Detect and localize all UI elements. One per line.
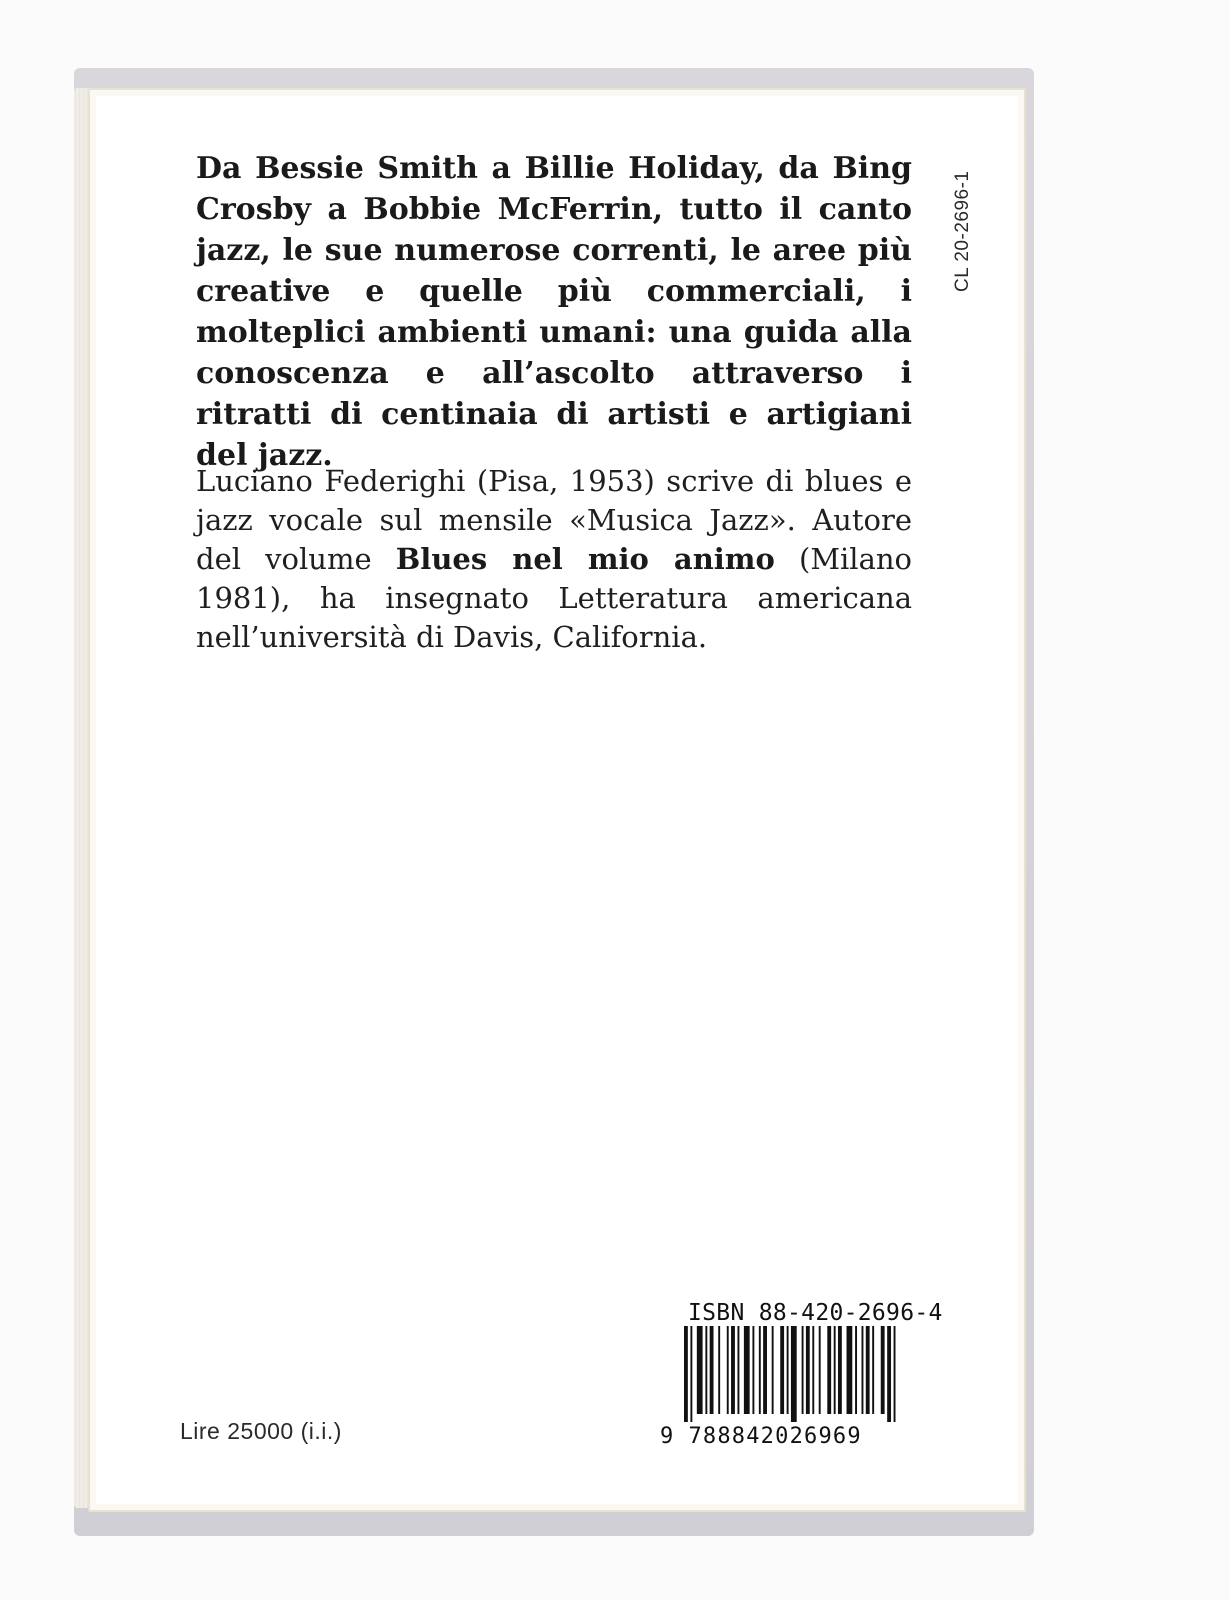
barcode-bar: [710, 1326, 714, 1414]
author-bio: [196, 462, 912, 657]
barcode-bar: [690, 1326, 692, 1422]
barcode-bar: [887, 1326, 891, 1422]
barcode-bar: [705, 1326, 707, 1414]
barcode-bar: [684, 1326, 688, 1422]
barcode-bar: [802, 1326, 804, 1414]
barcode-icon: [684, 1326, 900, 1422]
barcode-bar: [881, 1326, 885, 1414]
barcode-bar: [838, 1326, 842, 1414]
barcode-bar: [780, 1326, 784, 1414]
author-bio-part1: Luciano Federighi (Pisa, 1953) scrive di blues e jazz vocale sul mensile «Musica Jazz». Autore del volume: [196, 464, 912, 576]
barcode-bar: [737, 1326, 739, 1414]
barcode-bar: [697, 1326, 703, 1414]
barcode-bar: [752, 1326, 754, 1414]
ean-rest-digits: 788842026969: [688, 1424, 862, 1449]
barcode-bar: [744, 1326, 750, 1414]
ean-digits: [660, 1424, 862, 1449]
isbn-label: ISBN 88-420-2696-4: [688, 1300, 943, 1326]
barcode-bar: [806, 1326, 810, 1414]
barcode-bar: [759, 1326, 761, 1414]
barcode-bar: [727, 1326, 729, 1414]
catalog-code: CL 20-2696-1: [952, 170, 973, 292]
barcode-bar: [834, 1326, 836, 1414]
barcode-bar: [855, 1326, 857, 1414]
barcode-bar: [827, 1326, 831, 1414]
barcode-bar: [819, 1326, 821, 1414]
barcode-bar: [872, 1326, 874, 1414]
author-bio-part2: (Milano 1981), ha insegnato Letteratura americana nell’università di Davis, California.: [196, 542, 912, 654]
blurb-text: Da Bessie Smith a Billie Holiday, da Bing Crosby a Bobbie McFerrin, tutto il canto jazz, le sue numerose correnti, le aree più creative e quelle più commerciali, i molteplici ambienti umani: una guida alla conoscenza e all’ascolto attraverso i ritratti di centinaia di artisti e artigiani del jazz.: [196, 151, 912, 473]
barcode-bar: [791, 1326, 797, 1422]
barcode-bar: [847, 1326, 853, 1414]
barcode-bar: [772, 1326, 774, 1414]
barcode-bar: [866, 1326, 870, 1414]
barcode-bar: [894, 1326, 896, 1422]
ean-first-digit: 9: [660, 1424, 675, 1449]
barcode-bar: [763, 1326, 767, 1414]
author-book-title: Blues nel mio animo: [395, 542, 775, 576]
barcode-bar: [731, 1326, 735, 1414]
price-label: Lire 25000 (i.i.): [180, 1418, 342, 1444]
barcode-bar: [812, 1326, 814, 1414]
barcode-bar: [862, 1326, 864, 1414]
barcode-bar: [787, 1326, 789, 1414]
barcode-bar: [718, 1326, 720, 1414]
